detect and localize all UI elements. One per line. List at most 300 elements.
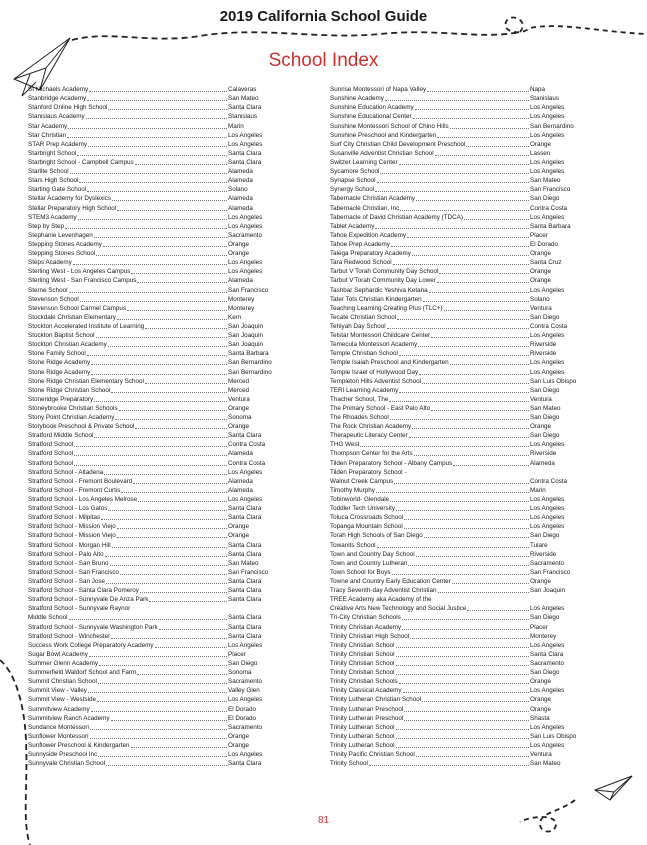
dot-leader (78, 218, 227, 220)
county-name: Orange (228, 404, 250, 412)
school-name: Switzer Learning Center (330, 158, 398, 166)
county-name: Orange (530, 268, 552, 276)
school-name: Stratford School - Los Gatos (28, 505, 108, 513)
index-entry (28, 504, 290, 513)
dot-leader (74, 464, 227, 466)
county-name: San Diego (530, 386, 560, 394)
county-name: Contra Costa (530, 322, 568, 330)
dot-leader (422, 700, 529, 702)
index-entry (28, 331, 290, 340)
dot-leader (65, 227, 227, 229)
index-entry (330, 613, 592, 622)
county-name: San Francisco (228, 286, 269, 294)
school-name: Stratford School - Winchester (28, 632, 111, 640)
dot-leader (390, 500, 529, 502)
county-name: Orange (530, 140, 552, 148)
index-entry (330, 395, 592, 404)
dot-leader (404, 527, 529, 529)
county-name: Los Angeles (530, 523, 565, 531)
dot-leader (438, 591, 529, 593)
school-name: Stratford School - San Francisco (28, 568, 119, 576)
index-entry (28, 413, 290, 422)
county-name: San Luis Obispo (530, 377, 577, 385)
index-entry (330, 732, 592, 741)
index-entry (330, 550, 592, 559)
index-entry (330, 85, 592, 94)
county-name: San Mateo (228, 559, 259, 567)
index-entry (28, 723, 290, 732)
index-entry (330, 686, 592, 695)
county-name: Santa Clara (228, 149, 262, 157)
dot-leader (155, 646, 227, 648)
index-entry (330, 714, 592, 723)
index-entry (330, 477, 592, 486)
school-name: Star Christian (28, 131, 67, 139)
index-entry (330, 741, 592, 750)
index-entry (28, 158, 290, 167)
index-entry (330, 586, 592, 595)
school-name: Town and Country Day School (330, 550, 415, 558)
school-name: Stratford School - Fremont Curtis (28, 486, 121, 494)
index-entry (28, 240, 290, 249)
school-name: St Michaels Academy (28, 86, 89, 94)
county-name: Alameda (228, 177, 253, 185)
dot-leader (396, 737, 529, 739)
county-name: Santa Clara (228, 505, 262, 513)
dot-leader (140, 591, 227, 593)
index-entry (28, 513, 290, 522)
county-name: San Mateo (530, 177, 561, 185)
dot-leader (73, 263, 227, 265)
index-entry (28, 94, 290, 103)
school-name: Sunshine Preschool and Kindergarten (330, 131, 437, 139)
county-name: El Dorado (228, 714, 257, 722)
school-name: Templeton Hills Adventist School (330, 377, 421, 385)
county-name: San Diego (530, 669, 560, 677)
dot-leader (138, 500, 227, 502)
dot-leader (444, 309, 529, 311)
county-name: El Dorado (530, 240, 559, 248)
index-entry (330, 112, 592, 121)
county-name: Placer (228, 650, 246, 658)
school-name: Tilden Preparatory School - (330, 468, 407, 476)
dot-leader (437, 281, 529, 283)
county-name: Los Angeles (530, 641, 565, 649)
school-name: Starbright School (28, 149, 77, 157)
school-name: Summitview Ranch Academy (28, 714, 110, 722)
guide-title: 2019 California School Guide (219, 8, 428, 25)
county-name: Sonoma (228, 414, 252, 422)
county-name: San Bernardino (530, 122, 574, 130)
county-name: Los Angeles (530, 131, 565, 139)
dot-leader (69, 291, 227, 293)
school-name: Stratford School - Fremont Boulevard (28, 477, 133, 485)
dot-leader (397, 318, 529, 320)
county-name: Alameda (228, 204, 253, 212)
dot-leader (402, 628, 529, 630)
dot-leader (108, 345, 227, 347)
index-entry (330, 559, 592, 568)
dot-leader (392, 573, 529, 575)
index-entry (330, 522, 592, 531)
dot-leader (396, 728, 529, 730)
dot-leader (376, 491, 529, 493)
dot-leader (391, 245, 529, 247)
school-name: Talega Preparatory Academy (330, 250, 411, 258)
dot-leader (380, 172, 529, 174)
index-entry (330, 568, 592, 577)
index-entry (330, 349, 592, 358)
dot-leader (131, 272, 227, 274)
school-name: Stone Family School (28, 350, 86, 358)
dot-leader (91, 363, 227, 365)
school-name: Synergy School (330, 186, 375, 194)
school-name: Sundance Montessori (28, 723, 89, 731)
index-entry (330, 367, 592, 376)
school-name: Summit Christian School (28, 678, 97, 686)
index-entry (330, 185, 592, 194)
dot-leader (467, 609, 529, 611)
dot-leader (408, 564, 529, 566)
index-entry (28, 531, 290, 540)
school-name: Therapeutic Literacy Center (330, 432, 408, 440)
index-entry (330, 267, 592, 276)
county-name: Santa Barbara (228, 350, 269, 358)
dot-leader (98, 682, 227, 684)
county-name: Alameda (530, 459, 555, 467)
index-entry (330, 404, 592, 413)
school-name: Sunnyvale Christian School (28, 760, 106, 768)
school-name: Tilden Preparatory School - Albany Campus (330, 459, 453, 467)
dot-leader (94, 400, 227, 402)
school-name: Summit View - Westside (28, 696, 97, 704)
county-name: Los Angeles (530, 514, 565, 522)
dot-leader (399, 163, 529, 165)
county-name: San Diego (530, 195, 560, 203)
dot-leader (101, 518, 227, 520)
index-entry (330, 668, 592, 677)
index-entry (28, 276, 290, 285)
county-name: Los Angeles (530, 286, 565, 294)
county-name: Stanislaus (530, 95, 560, 103)
dot-leader (393, 263, 529, 265)
county-name: San Joaquin (228, 322, 264, 330)
county-name: Los Angeles (228, 140, 263, 148)
school-name: Success Work College Preparatory Academy (28, 641, 154, 649)
dot-leader (105, 555, 227, 557)
school-name: Town and Country Lutheran (330, 559, 408, 567)
county-name: San Francisco (530, 186, 571, 194)
county-name: San Diego (530, 414, 560, 422)
index-entry (330, 750, 592, 759)
dot-leader (369, 764, 529, 766)
school-name: Stone Ridge Christian School (28, 386, 111, 394)
school-name: Sunshine Academy (330, 95, 384, 103)
county-name: Monterey (530, 632, 557, 640)
dot-leader (80, 300, 227, 302)
county-name: Orange (530, 696, 552, 704)
dot-leader (117, 527, 227, 529)
county-name: San Luis Obispo (530, 732, 577, 740)
dot-leader (90, 728, 227, 730)
index-entry (330, 131, 592, 140)
school-name: TERI Learning Academy (330, 386, 399, 394)
index-entry (28, 404, 290, 413)
dot-leader (394, 482, 529, 484)
dot-leader (435, 154, 529, 156)
dot-leader (159, 628, 227, 630)
dot-leader (453, 464, 529, 466)
index-entry (330, 331, 592, 340)
dot-leader (104, 473, 227, 475)
school-name: Stoneridge Preparatory (28, 395, 94, 403)
dot-leader (94, 236, 227, 238)
index-entry (28, 258, 290, 267)
index-entry (28, 340, 290, 349)
school-name: The Primary School - East Palo Alto (330, 404, 431, 412)
county-name: Santa Clara (228, 550, 262, 558)
index-entry (28, 313, 290, 322)
index-entry (28, 604, 290, 613)
county-name: Monterey (228, 304, 255, 312)
school-name: Tarbut V Torah Community Day School (330, 268, 439, 276)
county-name: Orange (530, 423, 552, 431)
county-name: Orange (228, 240, 250, 248)
index-entry (28, 322, 290, 331)
school-name: Stars High School (28, 177, 79, 185)
county-name: Los Angeles (228, 641, 263, 649)
dot-leader (135, 427, 227, 429)
index-entry (28, 377, 290, 386)
dot-leader (419, 373, 529, 375)
index-entry (28, 641, 290, 650)
school-name: Stratford School (28, 450, 74, 458)
school-name: Sunflower Preschool & Kindergarten (28, 741, 130, 749)
school-name: Sunshine Montessori School of Chino Hills (330, 122, 449, 130)
index-entry (28, 468, 290, 477)
county-name: Lassen (530, 149, 551, 157)
school-name: Sunshine Education Academy (330, 104, 414, 112)
dot-leader (112, 546, 227, 548)
index-entry (28, 458, 290, 467)
county-name: Contra Costa (530, 477, 568, 485)
index-entry (28, 613, 290, 622)
school-name: Trinity Classical Academy (330, 687, 402, 695)
county-name: Riverside (530, 350, 557, 358)
county-name: Ventura (228, 395, 250, 403)
county-name: San Joaquin (530, 587, 566, 595)
dot-leader (94, 436, 227, 438)
index-entry (28, 577, 290, 586)
school-name: Trinity Christian High School (330, 632, 410, 640)
school-name: Trinity Christian School (330, 641, 395, 649)
index-entry (28, 622, 290, 631)
dot-leader (400, 209, 529, 211)
index-entry (28, 386, 290, 395)
index-entry (330, 313, 592, 322)
dot-leader (127, 309, 227, 311)
index-entry (28, 632, 290, 641)
school-name: THG West (330, 441, 360, 449)
dot-leader (424, 536, 529, 538)
school-name: Stratford School - Palo Alto (28, 550, 104, 558)
school-name: Stratford School - Sunnyvale Raynor (28, 605, 131, 613)
index-entry (330, 495, 592, 504)
paper-plane-small-icon (595, 776, 632, 800)
index-entry (330, 103, 592, 112)
page-number: 81 (317, 815, 330, 826)
county-name: Ventura (530, 304, 552, 312)
dot-leader (79, 181, 227, 183)
index-entry (330, 94, 592, 103)
dot-leader (98, 755, 227, 757)
school-name: Towne and Country Early Education Center (330, 578, 451, 586)
index-entry (28, 686, 290, 695)
county-name: Alameda (228, 477, 253, 485)
index-entry (330, 513, 592, 522)
county-name: Los Angeles (530, 113, 565, 121)
dot-leader (111, 719, 227, 721)
county-name: El Dorado (228, 705, 257, 713)
index-entry (28, 231, 290, 240)
school-name: The Rock Christian Academy (330, 423, 412, 431)
dot-leader (88, 145, 227, 147)
county-name: Orange (530, 250, 552, 258)
dot-leader (422, 382, 529, 384)
county-name: Orange (228, 523, 250, 531)
school-name: Trinity Christian School (330, 650, 395, 658)
dot-leader (404, 719, 529, 721)
school-name: Starbright School - Campbell Campus (28, 158, 134, 166)
dot-leader (390, 418, 529, 420)
dot-leader (91, 373, 227, 375)
dot-leader (439, 272, 529, 274)
school-name: Stratford School - San Jose (28, 578, 106, 586)
school-name: Tahoe Expedition Academy (330, 231, 406, 239)
county-name: Santa Clara (530, 650, 564, 658)
county-name: Kern (228, 313, 242, 321)
county-name: Orange (530, 705, 552, 713)
county-name: Alameda (228, 450, 253, 458)
index-entry (330, 677, 592, 686)
school-name: Creative Arts New Technology and Social Justice (330, 605, 467, 613)
school-name: Tarbut V'Torah Community Day Lower (330, 277, 436, 285)
county-name: Merced (228, 377, 249, 385)
dot-leader (396, 664, 529, 666)
index-entry (28, 103, 290, 112)
county-name: San Bernardino (228, 359, 272, 367)
county-name: Santa Clara (228, 541, 262, 549)
county-name: Santa Barbara (530, 222, 571, 230)
dot-leader (68, 127, 227, 129)
county-name: Ventura (530, 395, 552, 403)
county-name: Los Angeles (530, 687, 565, 695)
index-entry (330, 213, 592, 222)
school-name: Torah High Schools of San Diego (330, 532, 423, 540)
index-entry (28, 422, 290, 431)
county-name: Los Angeles (530, 723, 565, 731)
index-entry (28, 540, 290, 549)
school-name: Stellar Academy for Dyslexics (28, 195, 111, 203)
school-name: Stratford School - Morgan Hill (28, 541, 111, 549)
school-name: Middle School (28, 614, 68, 622)
county-name: Shasta (530, 714, 550, 722)
index-entry (28, 741, 290, 750)
index-entry (330, 222, 592, 231)
index-entry (330, 759, 592, 768)
dot-leader (149, 600, 227, 602)
school-name: Tobinworld- Glendale (330, 496, 390, 504)
dot-leader (412, 427, 529, 429)
school-name: Starlite School (28, 168, 69, 176)
index-entry (330, 149, 592, 158)
dot-leader (77, 154, 227, 156)
county-name: Santa Clara (228, 760, 262, 768)
index-entry (330, 167, 592, 176)
index-entry (330, 240, 592, 249)
dot-leader (74, 454, 227, 456)
county-name: Santa Clara (228, 158, 262, 166)
school-name: Steps Academy (28, 259, 72, 267)
school-name: Sterling West - Los Angeles Campus (28, 268, 131, 276)
county-name: Los Angeles (530, 213, 565, 221)
dot-leader (416, 199, 529, 201)
school-name: STAR Prep Academy (28, 140, 88, 148)
school-name: Summit View - Valley (28, 687, 87, 695)
county-name: San Diego (530, 614, 560, 622)
county-name: San Francisco (228, 568, 269, 576)
county-name: Alameda (228, 277, 253, 285)
dot-leader (414, 454, 529, 456)
index-entry (28, 295, 290, 304)
index-entry (28, 714, 290, 723)
county-name: Los Angeles (228, 268, 263, 276)
school-name: Topanga Mountain School (330, 523, 403, 531)
index-entry (28, 759, 290, 768)
county-name: Los Angeles (530, 168, 565, 176)
index-entry (28, 358, 290, 367)
index-entry (330, 304, 592, 313)
school-name: Sterne School (28, 286, 68, 294)
index-entry (330, 295, 592, 304)
dot-leader (416, 555, 529, 557)
index-entry (28, 522, 290, 531)
dot-leader (437, 136, 529, 138)
school-name: Storybook Preschool & Private School (28, 423, 135, 431)
index-entry (330, 413, 592, 422)
county-name: Contra Costa (228, 441, 266, 449)
county-name: Marin (530, 486, 546, 494)
dot-leader (410, 637, 529, 639)
county-name: Los Angeles (530, 359, 565, 367)
county-name: Placer (530, 231, 548, 239)
dot-leader (385, 99, 529, 101)
index-entry (330, 540, 592, 549)
dot-leader (412, 254, 529, 256)
dot-leader (377, 546, 529, 548)
school-name: Timothy Murphy (330, 486, 375, 494)
dot-leader (404, 518, 529, 520)
county-name: Sacramento (530, 660, 564, 667)
dot-leader (396, 655, 529, 657)
school-name: Trinity Christian School (330, 660, 395, 667)
dot-leader (135, 163, 227, 165)
county-name: Orange (228, 250, 250, 258)
county-name: Riverside (530, 550, 557, 558)
county-name: Riverside (530, 341, 557, 349)
school-name: Sunrise Montessori of Napa Valley (330, 86, 427, 94)
county-name: Santa Clara (228, 596, 262, 604)
